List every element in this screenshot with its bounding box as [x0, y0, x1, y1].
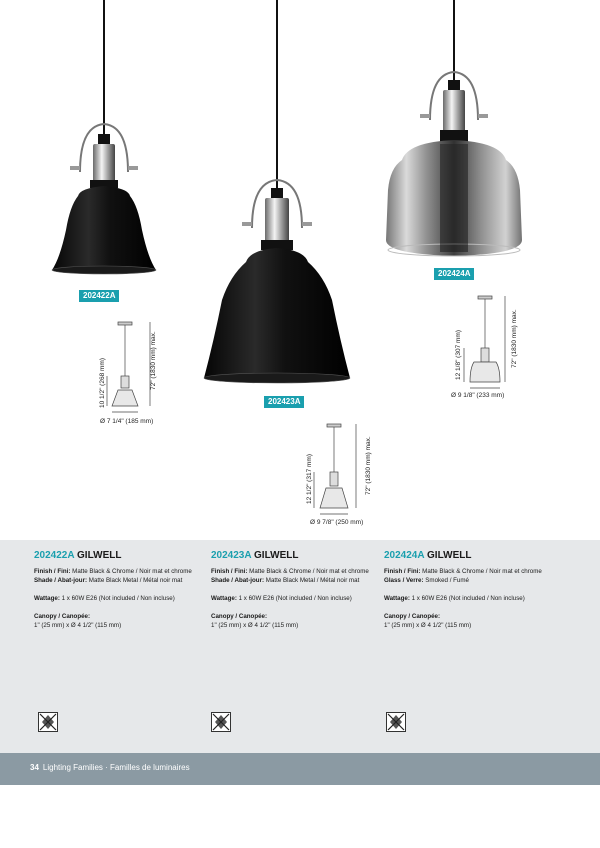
- dimension-drawing-202422a: [107, 322, 150, 412]
- dimmer-symbol-icon: [38, 712, 58, 732]
- dim-diameter-202424a: Ø 9 1/8" (233 mm): [451, 392, 505, 399]
- wattage-line: Wattage: 1 x 60W E26 (Not included / Non incluse): [384, 595, 525, 602]
- canopy-value: 1" (25 mm) x Ø 4 1/2" (115 mm): [384, 622, 472, 629]
- canopy-label: Canopy / Canopée:: [211, 613, 268, 620]
- dim-diameter-202423a: Ø 9 7/8" (250 mm): [310, 519, 364, 526]
- spec-code: 202423A: [211, 550, 252, 561]
- page-number: 34: [30, 763, 39, 772]
- dim-height-202424a: 12 1/8" (307 mm): [455, 330, 462, 380]
- spec-name: GILWELL: [77, 550, 122, 561]
- footer-text: [30, 763, 190, 772]
- shade-line: Shade / Abat-jour: Matte Black Metal / Métal noir mat: [211, 577, 360, 584]
- dim-height-202422a: 10 1/2" (268 mm): [99, 358, 106, 408]
- dimmer-symbol-icon: [211, 712, 231, 732]
- product-tag-202423a: 202423A: [264, 396, 304, 408]
- spec-title: [384, 550, 562, 561]
- shade-line: Shade / Abat-jour: Matte Black Metal / Métal noir mat: [34, 577, 183, 584]
- spec-column-202424a: [384, 550, 562, 630]
- spec-name: GILWELL: [427, 550, 472, 561]
- canopy-value: 1" (25 mm) x Ø 4 1/2" (115 mm): [211, 622, 299, 629]
- spec-code: 202424A: [384, 550, 425, 561]
- spec-column-202423a: [211, 550, 389, 630]
- dim-max-202422a: 72" (1830 mm) max.: [150, 331, 157, 390]
- canopy-label: Canopy / Canopée:: [34, 613, 91, 620]
- dim-max-202423a: 72" (1830 mm) max.: [365, 436, 372, 495]
- canopy-label: Canopy / Canopée:: [384, 613, 441, 620]
- section-title: Lighting Families · Familles de luminaires: [42, 763, 190, 772]
- finish-line: Finish / Fini: Matte Black & Chrome / Noir mat et chrome: [211, 568, 369, 575]
- dimension-drawing-202424a: [464, 296, 505, 388]
- spec-panel: [0, 540, 600, 753]
- spec-title: [34, 550, 212, 561]
- spec-column-202422a: [34, 550, 212, 630]
- canopy-value: 1" (25 mm) x Ø 4 1/2" (115 mm): [34, 622, 122, 629]
- dim-diameter-202422a: Ø 7 1/4" (185 mm): [100, 418, 154, 425]
- lamp-202422a-photo: [52, 0, 156, 274]
- wattage-line: Wattage: 1 x 60W E26 (Not included / Non incluse): [211, 595, 352, 602]
- dim-max-202424a: 72" (1830 mm) max.: [511, 309, 518, 368]
- glass-line: Glass / Verre: Smoked / Fumé: [384, 577, 469, 584]
- product-tag-202422a: 202422A: [79, 290, 119, 302]
- spec-title: [211, 550, 389, 561]
- dimension-drawing-202423a: [314, 424, 356, 514]
- spec-name: GILWELL: [254, 550, 299, 561]
- dimmer-symbol-icon: [386, 712, 406, 732]
- dim-height-202423a: 12 1/2" (317 mm): [306, 454, 313, 504]
- page-footer: [0, 753, 600, 785]
- finish-line: Finish / Fini: Matte Black & Chrome / Noir mat et chrome: [34, 568, 192, 575]
- lamp-202423a-photo: [204, 0, 350, 383]
- finish-line: Finish / Fini: Matte Black & Chrome / Noir mat et chrome: [384, 568, 542, 575]
- product-tag-202424a: 202424A: [434, 268, 474, 280]
- lamp-202424a-photo: [386, 0, 522, 256]
- wattage-line: Wattage: 1 x 60W E26 (Not included / Non incluse): [34, 595, 175, 602]
- spec-code: 202422A: [34, 550, 75, 561]
